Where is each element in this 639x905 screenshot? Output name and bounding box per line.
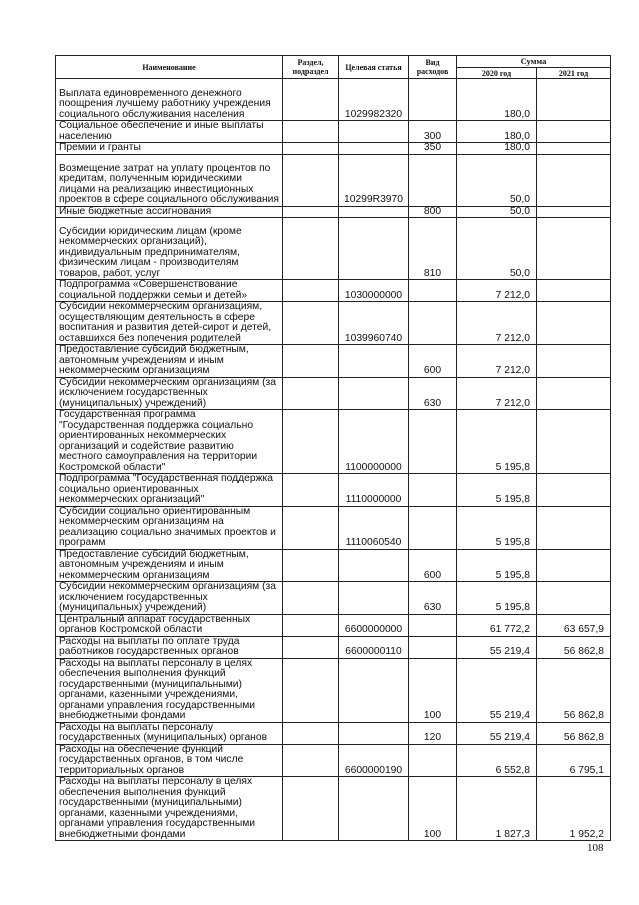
cell-v2021 xyxy=(537,410,611,474)
table-row xyxy=(56,474,611,507)
cell-v2020: 50,0 xyxy=(457,206,537,218)
cell-v2020: 5 195,8 xyxy=(457,506,537,549)
cell-name: Иные бюджетные ассигнования xyxy=(56,206,283,218)
header-year-2021: 2021 год xyxy=(537,68,611,79)
cell-section xyxy=(283,302,339,345)
table-row xyxy=(56,658,611,722)
cell-kind xyxy=(409,79,457,121)
cell-section xyxy=(283,744,339,777)
cell-name: Субсидии юридическим лицам (кроме некоммерческих организаций), индивидуальным предпринимателям, физическим лицам - производителям товаров, работ, услуг xyxy=(56,218,283,280)
cell-section xyxy=(283,777,339,841)
cell-target xyxy=(339,582,409,615)
cell-v2020: 7 212,0 xyxy=(457,345,537,378)
cell-name: Подпрограмма "Государственная поддержка социально ориентированных некоммерческих организаций" xyxy=(56,474,283,507)
table-row xyxy=(56,218,611,280)
cell-target xyxy=(339,143,409,155)
cell-kind: 350 xyxy=(409,143,457,155)
cell-target: 1100000000 xyxy=(339,410,409,474)
cell-name: Предоставление субсидий бюджетным, автономным учреждениям и иным некоммерческим организациям xyxy=(56,549,283,582)
cell-target xyxy=(339,549,409,582)
table-row xyxy=(56,744,611,777)
cell-name: Субсидии некоммерческим организациям (за исключением государственных (муниципальных) учреждений) xyxy=(56,377,283,410)
cell-v2021: 56 862,8 xyxy=(537,722,611,744)
cell-kind: 810 xyxy=(409,218,457,280)
cell-v2020: 5 195,8 xyxy=(457,582,537,615)
cell-v2020: 6 552,8 xyxy=(457,744,537,777)
cell-section xyxy=(283,345,339,378)
cell-name: Центральный аппарат государственных органов Костромской области xyxy=(56,614,283,636)
cell-v2020: 5 195,8 xyxy=(457,549,537,582)
cell-v2020: 50,0 xyxy=(457,154,537,206)
cell-v2020: 180,0 xyxy=(457,143,537,155)
cell-v2021: 1 952,2 xyxy=(537,777,611,841)
cell-kind xyxy=(409,474,457,507)
table-row xyxy=(56,345,611,378)
header-year-2020: 2020 год xyxy=(457,68,537,79)
table-row xyxy=(56,636,611,658)
cell-kind xyxy=(409,410,457,474)
cell-section xyxy=(283,582,339,615)
cell-kind xyxy=(409,302,457,345)
cell-kind: 600 xyxy=(409,345,457,378)
cell-kind: 300 xyxy=(409,121,457,143)
cell-v2021: 56 862,8 xyxy=(537,658,611,722)
cell-name: Выплата единовременного денежного поощрения лучшему работнику учреждения социального обслуживания населения xyxy=(56,79,283,121)
header-section: Раздел, подраздел xyxy=(283,56,339,79)
cell-v2020: 55 219,4 xyxy=(457,722,537,744)
cell-target xyxy=(339,377,409,410)
cell-v2020: 55 219,4 xyxy=(457,658,537,722)
cell-v2020: 180,0 xyxy=(457,79,537,121)
cell-kind: 120 xyxy=(409,722,457,744)
cell-kind: 630 xyxy=(409,377,457,410)
cell-kind: 100 xyxy=(409,658,457,722)
cell-target xyxy=(339,722,409,744)
cell-v2021 xyxy=(537,280,611,302)
cell-kind: 800 xyxy=(409,206,457,218)
cell-kind xyxy=(409,280,457,302)
cell-kind: 600 xyxy=(409,549,457,582)
cell-section xyxy=(283,154,339,206)
table-row xyxy=(56,506,611,549)
table-row xyxy=(56,206,611,218)
cell-v2020: 7 212,0 xyxy=(457,302,537,345)
cell-target: 1110000000 xyxy=(339,474,409,507)
cell-name: Расходы на выплаты персоналу в целях обеспечения выполнения функций государственными (муниципальными) органами, казенными учреждениями, органами управления государственными внебюджетными фондами xyxy=(56,658,283,722)
cell-name: Расходы на обеспечение функций государственных органов, в том числе территориальных органов xyxy=(56,744,283,777)
cell-target: 1039960740 xyxy=(339,302,409,345)
cell-v2021 xyxy=(537,345,611,378)
cell-v2020: 5 195,8 xyxy=(457,410,537,474)
budget-table xyxy=(55,55,611,841)
cell-kind xyxy=(409,744,457,777)
cell-name: Возмещение затрат на уплату процентов по кредитам, полученным юридическими лицами на реализацию инвестиционных проектов в сфере социального обслуживания xyxy=(56,154,283,206)
table-row xyxy=(56,549,611,582)
cell-v2020: 1 827,3 xyxy=(457,777,537,841)
cell-v2021 xyxy=(537,206,611,218)
table-row xyxy=(56,302,611,345)
header-kind: Вид расходов xyxy=(409,56,457,79)
cell-v2020: 61 772,2 xyxy=(457,614,537,636)
cell-name: Субсидии некоммерческим организациям (за исключением государственных (муниципальных) учреждений) xyxy=(56,582,283,615)
cell-kind xyxy=(409,636,457,658)
cell-kind xyxy=(409,506,457,549)
table-row xyxy=(56,121,611,143)
cell-v2021 xyxy=(537,377,611,410)
table-row xyxy=(56,722,611,744)
cell-kind: 630 xyxy=(409,582,457,615)
cell-target: 10299R3970 xyxy=(339,154,409,206)
cell-section xyxy=(283,218,339,280)
cell-section xyxy=(283,410,339,474)
table-row xyxy=(56,280,611,302)
cell-section xyxy=(283,506,339,549)
cell-target xyxy=(339,658,409,722)
cell-target: 1029982320 xyxy=(339,79,409,121)
cell-name: Подпрограмма «Совершенствование социальной поддержки семьи и детей» xyxy=(56,280,283,302)
cell-kind xyxy=(409,614,457,636)
cell-section xyxy=(283,614,339,636)
cell-target xyxy=(339,218,409,280)
cell-v2020: 180,0 xyxy=(457,121,537,143)
cell-v2020: 7 212,0 xyxy=(457,280,537,302)
cell-v2021 xyxy=(537,302,611,345)
cell-v2021: 6 795,1 xyxy=(537,744,611,777)
cell-target xyxy=(339,121,409,143)
cell-section xyxy=(283,79,339,121)
cell-name: Субсидии социально ориентированным некоммерческим организациям на реализацию социально значимых проектов и программ xyxy=(56,506,283,549)
cell-section xyxy=(283,143,339,155)
cell-target xyxy=(339,206,409,218)
header-name: Наименование xyxy=(56,56,283,79)
cell-name: Расходы на выплаты персоналу в целях обеспечения выполнения функций государственными (муниципальными) органами, казенными учреждениями, органами управления государственными внебюджетными фондами xyxy=(56,777,283,841)
cell-v2021 xyxy=(537,582,611,615)
cell-target xyxy=(339,777,409,841)
cell-v2021 xyxy=(537,549,611,582)
cell-v2020: 50,0 xyxy=(457,218,537,280)
cell-section xyxy=(283,206,339,218)
cell-v2021: 56 862,8 xyxy=(537,636,611,658)
cell-name: Государственная программа "Государственная поддержка социально ориентированных некоммерческих организаций и содействие развитию местного самоуправления на территории Костромской области" xyxy=(56,410,283,474)
cell-section xyxy=(283,722,339,744)
cell-v2021 xyxy=(537,79,611,121)
cell-section xyxy=(283,549,339,582)
table-row xyxy=(56,777,611,841)
page-number: 108 xyxy=(587,842,604,854)
cell-target: 6600000110 xyxy=(339,636,409,658)
cell-v2021 xyxy=(537,121,611,143)
cell-v2020: 5 195,8 xyxy=(457,474,537,507)
cell-v2021: 63 657,9 xyxy=(537,614,611,636)
table-row xyxy=(56,79,611,121)
cell-target: 1030000000 xyxy=(339,280,409,302)
cell-v2020: 7 212,0 xyxy=(457,377,537,410)
cell-section xyxy=(283,280,339,302)
cell-name: Социальное обеспечение и иные выплаты населению xyxy=(56,121,283,143)
cell-name: Расходы на выплаты персоналу государственных (муниципальных) органов xyxy=(56,722,283,744)
cell-v2021 xyxy=(537,474,611,507)
cell-v2021 xyxy=(537,154,611,206)
table-row xyxy=(56,582,611,615)
cell-v2021 xyxy=(537,218,611,280)
cell-section xyxy=(283,474,339,507)
cell-section xyxy=(283,658,339,722)
cell-section xyxy=(283,636,339,658)
table-row xyxy=(56,614,611,636)
cell-kind xyxy=(409,154,457,206)
cell-v2020: 55 219,4 xyxy=(457,636,537,658)
cell-section xyxy=(283,121,339,143)
cell-kind: 100 xyxy=(409,777,457,841)
cell-v2021 xyxy=(537,506,611,549)
cell-section xyxy=(283,377,339,410)
table-row xyxy=(56,377,611,410)
table-row xyxy=(56,143,611,155)
cell-name: Премии и гранты xyxy=(56,143,283,155)
cell-target: 6600000000 xyxy=(339,614,409,636)
cell-target: 6600000190 xyxy=(339,744,409,777)
cell-name: Предоставление субсидий бюджетным, автономным учреждениям и иным некоммерческим организациям xyxy=(56,345,283,378)
header-sum: Сумма xyxy=(457,56,611,68)
table-row xyxy=(56,154,611,206)
cell-target xyxy=(339,345,409,378)
cell-name: Субсидии некоммерческим организациям, осуществляющим деятельность в сфере воспитания и развития детей-сирот и детей, оставшихся без попечения родителей xyxy=(56,302,283,345)
header-target: Целевая статья xyxy=(339,56,409,79)
table-row xyxy=(56,410,611,474)
cell-name: Расходы на выплаты по оплате труда работников государственных органов xyxy=(56,636,283,658)
cell-target: 1110060540 xyxy=(339,506,409,549)
cell-v2021 xyxy=(537,143,611,155)
